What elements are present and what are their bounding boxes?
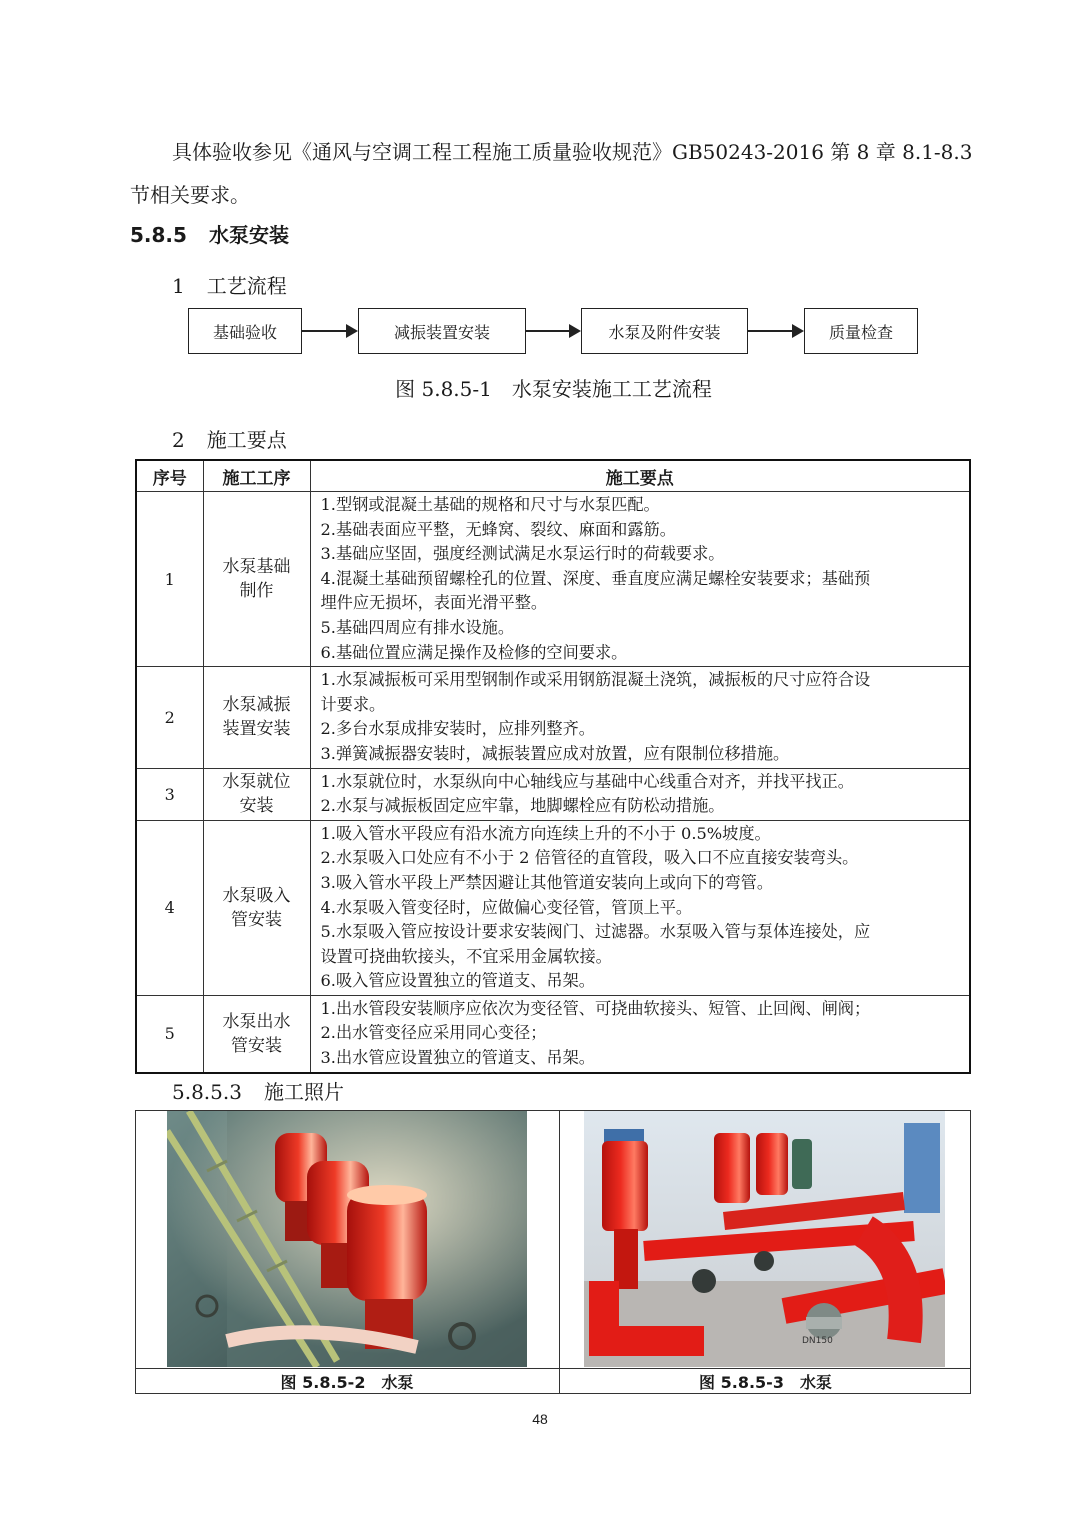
subsection-number: 5.8.5.3 xyxy=(172,1080,242,1104)
process-line: 安装 xyxy=(239,796,274,817)
row-number: 4 xyxy=(136,820,203,995)
table-row xyxy=(136,667,970,768)
process-line: 水泵吸入 xyxy=(222,885,291,906)
point-line: 1.吸入管水平段应有沿水流方向连续上升的不小于 0.5%坡度。 xyxy=(320,823,771,843)
section-heading xyxy=(130,219,289,248)
flow-step-2: 减振装置安装 xyxy=(358,308,526,354)
table-row xyxy=(136,768,970,820)
row-number: 2 xyxy=(136,667,203,768)
point-line: 3.出水管应设置独立的管道支、吊架。 xyxy=(320,1048,595,1068)
row-process xyxy=(203,820,310,995)
point-line: 1.型钢或混凝土基础的规格和尺寸与水泵匹配。 xyxy=(320,495,660,514)
point-line: 4.水泵吸入管变径时，应做偏心变径管，管顶上平。 xyxy=(320,897,693,917)
page-number: 48 xyxy=(532,1411,548,1427)
header-process: 施工工序 xyxy=(203,460,310,492)
subsection-process-flow xyxy=(172,270,287,299)
flow-step-3: 水泵及附件安装 xyxy=(581,308,748,354)
section-title: 水泵安装 xyxy=(208,223,289,247)
point-line: 计要求。 xyxy=(320,694,386,714)
flow-arrow xyxy=(748,330,802,332)
point-line: 4.混凝土基础预留螺栓孔的位置、深度、垂直度应满足螺栓安装要求；基础预 xyxy=(320,568,871,588)
subsection-title: 施工照片 xyxy=(263,1080,344,1104)
row-points xyxy=(310,667,970,768)
row-points xyxy=(310,995,970,1072)
section-number: 5.8.5 xyxy=(130,223,187,247)
row-number: 3 xyxy=(136,768,203,820)
point-line: 1.水泵就位时，水泵纵向中心轴线应与基础中心线重合对齐，并找平找正。 xyxy=(320,771,854,791)
photo-table-divider xyxy=(135,1368,971,1369)
row-process xyxy=(203,492,310,667)
process-line: 水泵就位 xyxy=(222,772,291,793)
point-line: 3.吸入管水平段上严禁因避让其他管道安装向上或向下的弯管。 xyxy=(320,872,774,892)
row-points xyxy=(310,820,970,995)
process-line: 制作 xyxy=(239,581,274,602)
point-line: 2.出水管变径应采用同心变径； xyxy=(320,1023,547,1043)
table-header-row xyxy=(136,460,970,492)
header-number: 序号 xyxy=(136,460,203,492)
point-line: 3.基础应坚固，强度经测试满足水泵运行时的荷载要求。 xyxy=(320,544,725,564)
flow-arrow xyxy=(302,330,356,332)
point-line: 5.基础四周应有排水设施。 xyxy=(320,617,515,637)
photo-water-pumps-1 xyxy=(167,1111,527,1367)
process-line: 管安装 xyxy=(231,1035,282,1056)
row-process xyxy=(203,995,310,1072)
process-line: 管安装 xyxy=(231,909,282,930)
table-row xyxy=(136,995,970,1072)
point-line: 2.水泵与减振板固定应牢靠，地脚螺栓应有防松动措施。 xyxy=(320,796,725,816)
subsection-photos xyxy=(172,1076,344,1105)
process-line: 水泵出水 xyxy=(222,1011,291,1032)
point-line: 埋件应无损坏，表面光滑平整。 xyxy=(320,593,548,613)
table-row xyxy=(136,492,970,667)
point-line: 3.弹簧减振器安装时，减振装置应成对放置，应有限制位移措施。 xyxy=(320,743,790,763)
point-line: 1.水泵减振板可采用型钢制作或采用钢筋混凝土浇筑，减振板的尺寸应符合设 xyxy=(320,670,871,690)
point-line: 6.吸入管应设置独立的管道支、吊架。 xyxy=(320,971,595,991)
process-line: 装置安装 xyxy=(222,719,291,740)
subsection-number: 2 xyxy=(172,428,185,452)
point-line: 2.水泵吸入口处应有不小于 2 倍管径的直管段，吸入口不应直接安装弯头。 xyxy=(320,848,859,868)
intro-line-1: 具体验收参见《通风与空调工程工程施工质量验收规范》GB50243-2016 第 8 章 8.1-8.3 xyxy=(172,140,973,164)
flow-step-1: 基础验收 xyxy=(188,308,302,354)
point-line: 1.出水管段安装顺序应依次为变径管、可挠曲软接头、短管、止回阀、闸阀； xyxy=(320,998,871,1018)
process-line: 水泵减振 xyxy=(222,695,291,716)
process-line: 水泵基础 xyxy=(222,557,291,578)
valve-label: DN150 xyxy=(802,1336,833,1346)
photo-water-pumps-2 xyxy=(584,1111,945,1367)
point-line: 2.多台水泵成排安装时，应排列整齐。 xyxy=(320,719,595,739)
construction-points-table xyxy=(135,459,971,1074)
flow-caption: 图 5.8.5-1 水泵安装施工工艺流程 xyxy=(395,377,712,401)
row-points xyxy=(310,492,970,667)
subsection-number: 1 xyxy=(172,274,185,298)
subsection-title: 施工要点 xyxy=(206,428,287,452)
row-number: 5 xyxy=(136,995,203,1072)
flow-step-4: 质量检查 xyxy=(804,308,918,354)
photo-caption-1: 图 5.8.5-2 水泵 xyxy=(280,1373,414,1392)
row-points xyxy=(310,768,970,820)
photo-caption-2: 图 5.8.5-3 水泵 xyxy=(699,1373,832,1392)
point-line: 2.基础表面应平整，无蜂窝、裂纹、麻面和露筋。 xyxy=(320,519,676,539)
point-line: 设置可挠曲软接头，不宜采用金属软接。 xyxy=(320,946,612,966)
intro-line-2: 节相关要求。 xyxy=(130,183,250,207)
flow-arrow xyxy=(526,330,579,332)
point-line: 6.基础位置应满足操作及检修的空间要求。 xyxy=(320,642,628,662)
photo-table-divider xyxy=(559,1110,560,1394)
header-points: 施工要点 xyxy=(310,460,970,492)
row-number: 1 xyxy=(136,492,203,667)
row-process xyxy=(203,768,310,820)
subsection-key-points xyxy=(172,424,287,453)
subsection-title: 工艺流程 xyxy=(206,274,287,298)
table-row xyxy=(136,820,970,995)
row-process xyxy=(203,667,310,768)
point-line: 5.水泵吸入管应按设计要求安装阀门、过滤器。水泵吸入管与泵体连接处，应 xyxy=(320,922,871,942)
